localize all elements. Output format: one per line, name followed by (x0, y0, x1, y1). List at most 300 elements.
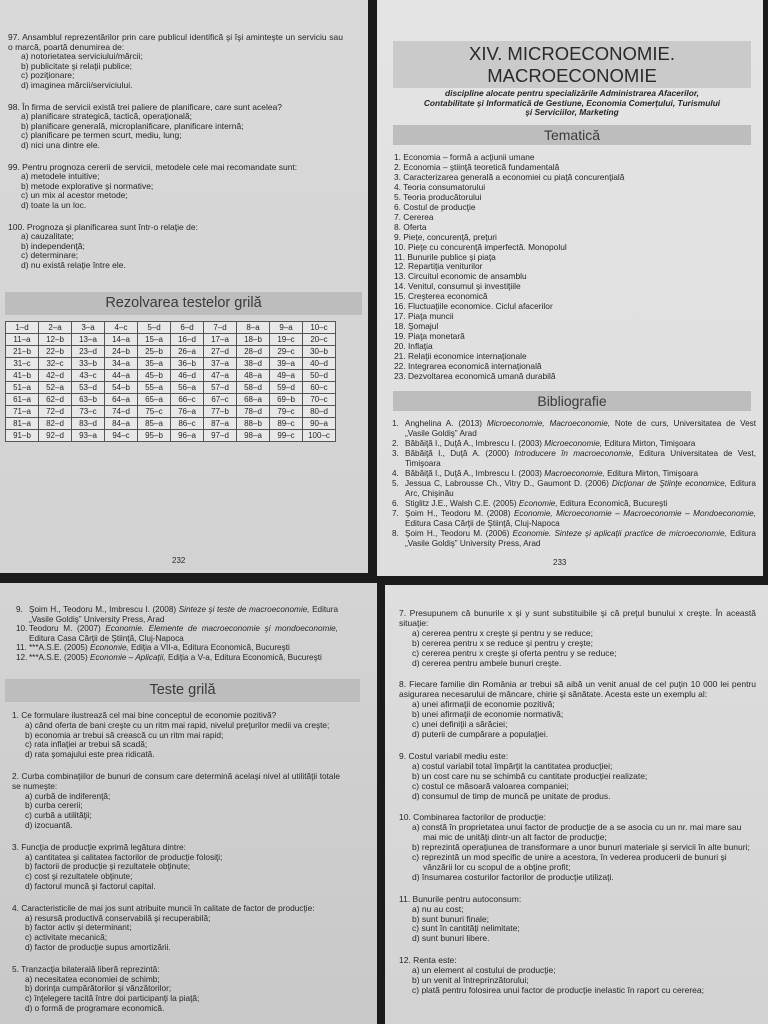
bibliography-heading: Bibliografie (393, 391, 751, 411)
bibliography-text (29, 643, 338, 653)
answer-cell: 21–b (6, 346, 39, 358)
answer-option: c) costul ce măsoară valoarea companiei; (412, 780, 569, 791)
answer-cell: 24–b (105, 346, 138, 358)
answer-cell: 90–a (303, 418, 336, 430)
topic-item: 5. Teoria producătorului (394, 191, 482, 202)
question-list (8, 33, 343, 282)
answer-cell: 20–c (303, 334, 336, 346)
answer-cell: 62–d (39, 394, 72, 406)
answer-cell: 64–a (105, 394, 138, 406)
answer-cell: 60–c (303, 382, 336, 394)
answer-cell: 37–a (204, 358, 237, 370)
answer-row (6, 382, 336, 394)
chapter-subtitle (393, 89, 751, 118)
answer-cell: 42–d (39, 370, 72, 382)
answer-row (6, 370, 336, 382)
answer-option: a) cererea pentru x creşte şi pentru y se reduce; (412, 627, 593, 638)
bibliography-number: 4. (392, 469, 399, 478)
answer-cell: 70–c (303, 394, 336, 406)
bibliography-text (405, 479, 756, 499)
answer-cell: 66–c (171, 394, 204, 406)
answer-option: c) planificare pe termen scurt, mediu, lung; (21, 130, 182, 141)
answer-cell: 13–a (72, 334, 105, 346)
answer-cell: 16–d (171, 334, 204, 346)
bibliography-number: 7. (392, 509, 399, 518)
bibliography-list (16, 605, 338, 663)
answer-option: d) izocuantă. (25, 819, 73, 830)
answer-option: c) cost şi rezultatele obţinute; (25, 871, 133, 882)
topic-item: 12. Repartiţia veniturilor (394, 261, 483, 272)
answer-option: b) curba cererii; (25, 800, 83, 811)
answer-cell: 12–b (39, 334, 72, 346)
question-block (399, 813, 756, 882)
answer-cell: 47–a (204, 370, 237, 382)
answer-cell: 4–c (105, 322, 138, 334)
answer-option: c) reprezintă un mod specific de unire a acestora, în vederea producerii de bunuri şi vânzării lor cu scopul de a obţine profit; (412, 852, 727, 872)
answer-option: d) toate la un loc. (21, 199, 87, 210)
chapter-title (393, 41, 751, 88)
question-text: 7. Presupunem că bunurile x şi y sunt substituibile şi că preţul bunului x creşte. În această situaţie: (399, 608, 756, 628)
bibliography-entry (16, 653, 338, 663)
answer-cell: 77–b (204, 406, 237, 418)
bibliography-publisher: Editura Mirton, Timişoara (604, 439, 696, 448)
answer-option: a) constă în proprietatea unui factor de producţie de a se asocia cu un nr. mai mare sau mai mic de unităţi dintr-un alt factor de producţie; (412, 822, 742, 843)
answer-option: b) cererea pentru x se reduce şi pentru y creşte; (412, 637, 593, 648)
answer-row (6, 346, 336, 358)
answer-option: a) unei afirmaţii de economie pozitivă; (412, 699, 555, 710)
answer-cell: 22–b (39, 346, 72, 358)
answer-row (6, 322, 336, 334)
answer-option: c) plată pentru folosirea unui factor de producţie inelastic în raport cu cererea; (412, 985, 704, 995)
bibliography-title: Dicţionar de Ştiinţe economice, (611, 479, 727, 488)
page-bottom-left (0, 583, 377, 1024)
answer-cell: 40–d (303, 358, 336, 370)
answer-option: d) nu există relaţie între ele. (21, 259, 126, 270)
bibliography-number: 11. (16, 643, 27, 653)
bibliography-text (405, 449, 756, 469)
answer-option: c) activitate mecanică; (25, 932, 108, 943)
topic-item: 7. Cererea (394, 211, 434, 222)
topic-item: 13. Circuitul economic de ansamblu (394, 271, 527, 282)
answer-option: a) cantitatea şi calitatea factorilor de producţie folosiţi; (25, 851, 223, 862)
answer-option: a) curbă de indiferenţă; (25, 790, 111, 801)
answer-cell: 73–c (72, 406, 105, 418)
answer-cell: 53–d (72, 382, 105, 394)
answer-option: d) puterii de cumpărare a populaţiei. (412, 728, 549, 739)
bibliography-number: 5. (392, 479, 399, 488)
bibliography-text (29, 605, 338, 624)
bibliography-author: ***A.S.E. (2005) (29, 652, 88, 662)
answer-row (6, 406, 336, 418)
bibliography-text (405, 419, 756, 439)
answer-option: d) nici una dintre ele. (21, 139, 100, 150)
answer-cell: 6–d (171, 322, 204, 334)
answer-option: c) determinare; (21, 250, 79, 261)
bibliography-title: Economie, (518, 499, 558, 508)
answer-cell: 94–c (105, 430, 138, 442)
answer-cell: 76–a (171, 406, 204, 418)
chapter-title-line: MACROECONOMIE (487, 65, 657, 86)
answer-cell: 9–a (270, 322, 303, 334)
bibliography-author: Anghelina A. (2013) (405, 419, 483, 428)
answer-option: a) cauzalitate; (21, 231, 74, 242)
bibliography-text (29, 653, 338, 663)
bibliography-author: Jessua C, Labrousse Ch., Vitry D., Gaumont D. (2006) (405, 479, 609, 488)
answer-option: b) reprezintă operaţiunea de transformare a unor bunuri materiale şi servicii în alte bunuri; (412, 842, 750, 853)
answer-cell: 46–d (171, 370, 204, 382)
answer-cell: 36–b (171, 358, 204, 370)
answer-cell: 14–a (105, 334, 138, 346)
bibliography-text (405, 469, 756, 479)
answer-cell: 17–a (204, 334, 237, 346)
answer-option: d) factor de producţie supus amortizării. (25, 941, 171, 952)
topic-item: 19. Piaţa monetară (394, 331, 465, 342)
bibliography-text (405, 529, 756, 549)
answer-cell: 49–a (270, 370, 303, 382)
answer-cell: 19–c (270, 334, 303, 346)
question-block (8, 163, 343, 211)
answer-option: c) cererea pentru x creşte şi oferta pentru y se reduce; (412, 647, 617, 658)
answer-cell: 29–c (270, 346, 303, 358)
question-block (399, 680, 756, 739)
question-block (12, 904, 340, 953)
question-block (12, 965, 340, 1014)
answer-cell: 55–a (138, 382, 171, 394)
answer-cell: 71–a (6, 406, 39, 418)
question-text: 97. Ansamblul reprezentărilor prin care publicul identifică şi îşi aminteşte un serviciu sau o marcă, poartă denumirea de: (8, 32, 343, 52)
chapter-subtitle-line: şi Serviciilor, Marketing (525, 107, 619, 118)
page-232 (0, 0, 368, 573)
question-block (399, 956, 756, 996)
answer-row (6, 394, 336, 406)
answer-cell: 39–a (270, 358, 303, 370)
answer-cell: 52–a (39, 382, 72, 394)
bibliography-author: Stiglitz J.E., Walsh C.E. (2005) (405, 499, 517, 508)
answer-cell: 8–a (237, 322, 270, 334)
bibliography-number: 1. (392, 419, 399, 428)
question-text: 5. Tranzacţia bilaterală liberă reprezintă: (12, 963, 160, 974)
answer-row (6, 334, 336, 346)
question-list (399, 609, 756, 1008)
bibliography-entry (392, 509, 756, 529)
answer-option: b) economia ar trebui să crească cu un ritm mai rapid; (25, 729, 224, 740)
topic-item: 15. Creşterea economică (394, 291, 488, 302)
answer-cell: 58–d (237, 382, 270, 394)
answer-cell: 48–a (237, 370, 270, 382)
question-text: 1. Ce formulare ilustrează cel mai bine conceptul de economie pozitivă? (12, 710, 277, 720)
answer-cell: 93–a (72, 430, 105, 442)
topic-item: 17. Piaţa muncii (394, 311, 454, 322)
question-block (399, 752, 756, 802)
answer-cell: 63–b (72, 394, 105, 406)
answer-cell: 96–a (171, 430, 204, 442)
answer-option: d) consumul de timp de muncă pe unitate de produs. (412, 790, 611, 801)
page-number: 233 (553, 558, 567, 567)
bibliography-list (392, 419, 756, 549)
tests-heading: Teste grilă (5, 679, 360, 702)
answer-option: d) o formă de programare economică. (25, 1002, 165, 1013)
answer-cell: 61–a (6, 394, 39, 406)
answer-option: b) factor activ şi determinant; (25, 922, 132, 933)
topic-item: 22. Integrarea economică internaţională (394, 361, 542, 372)
question-text: 8. Fiecare familie din România ar trebui să aibă un venit anual de cel puţin 10 000 lei pentru asigurarea necesarului de mâncare, chirie şi sănătate. Acesta este un exemplu al: (399, 679, 756, 700)
bibliography-publisher: Ediţia a VII-a, Editura Economică, Bucureşti (130, 643, 290, 653)
bibliography-author: Şoim H., Teodoru M., Imbrescu I. (2008) (29, 605, 177, 614)
answer-cell: 2–a (39, 322, 72, 334)
answer-cell: 75–c (138, 406, 171, 418)
answer-cell: 35–a (138, 358, 171, 370)
answer-cell: 1–d (6, 322, 39, 334)
topic-item: 9. Pieţe, concurenţă, preţuri (394, 231, 497, 242)
bibliography-title: Microeconomie, Macroeconomie, (486, 419, 611, 428)
answer-key (5, 321, 336, 442)
question-list (12, 711, 340, 1024)
answer-cell: 82–d (39, 418, 72, 430)
answer-cell: 23–d (72, 346, 105, 358)
topic-item: 20. Inflaţia (394, 341, 433, 352)
answer-cell: 65–a (138, 394, 171, 406)
answer-cell: 99–c (270, 430, 303, 442)
topic-item: 14. Venitul, consumul şi investiţiile (394, 281, 521, 292)
answer-cell: 44–a (105, 370, 138, 382)
answer-cell: 86–c (171, 418, 204, 430)
bibliography-number: 8. (392, 529, 399, 538)
answer-cell: 27–d (204, 346, 237, 358)
answer-option: d) sunt bunuri libere. (412, 933, 490, 944)
answer-cell: 100–c (303, 430, 336, 442)
topic-item: 4. Teoria consumatorului (394, 181, 486, 192)
question-text: 98. În firma de servicii există trei paliere de planificare, care sunt acelea? (8, 101, 283, 112)
question-text: 12. Renta este: (399, 955, 457, 966)
question-text: 3. Funcţia de producţie exprimă legătura dintre: (12, 841, 186, 852)
bibliography-publisher: Editura Casa Cărţii de Ştiinţă, Cluj-Napoca (405, 519, 560, 528)
bibliography-title: Macroeconomie, (544, 469, 605, 478)
topic-item: 16. Fluctuaţiile economice. Ciclul afacerilor (394, 301, 553, 312)
answer-option: c) curbă a utilităţii; (25, 810, 92, 821)
answer-cell: 57–d (204, 382, 237, 394)
bibliography-title: Economie. Sinteze şi aplicaţii practice de microeconomie, (512, 529, 727, 538)
answer-cell: 10–c (303, 322, 336, 334)
answer-cell: 38–d (237, 358, 270, 370)
question-block (399, 609, 756, 668)
answer-cell: 97–d (204, 430, 237, 442)
answer-cell: 56–a (171, 382, 204, 394)
bibliography-entry (16, 605, 338, 624)
bibliography-text (29, 624, 338, 643)
bibliography-publisher: Editura „Vasile Goldiş” University Press, Arad (29, 605, 339, 624)
answer-cell: 32–c (39, 358, 72, 370)
answer-option: d) însumarea costurilor factorilor de producţie utilizaţi. (412, 871, 614, 882)
answer-cell: 80–d (303, 406, 336, 418)
answer-option: a) resursă productivă conservabilă şi recuperabilă; (25, 912, 211, 923)
answer-option: a) planificare strategică, tactică, operaţională; (21, 111, 193, 122)
bibliography-number: 10. (16, 624, 28, 634)
bibliography-publisher: Editura „Vasile Goldiş” University Press, Arad (405, 529, 756, 548)
answer-option: a) metodele intuitive; (21, 171, 100, 182)
question-text: 99. Pentru prognoza cererii de servicii, metodele cele mai recomandate sunt: (8, 161, 298, 172)
answer-option: d) factorul muncă şi factorul capital. (25, 880, 156, 891)
answer-cell: 87–a (204, 418, 237, 430)
answer-cell: 59–d (270, 382, 303, 394)
bibliography-entry (392, 449, 756, 469)
bibliography-text (405, 499, 756, 509)
answer-row (6, 418, 336, 430)
answer-option: c) poziţionare; (21, 70, 75, 81)
answer-cell: 7–d (204, 322, 237, 334)
answer-cell: 43–c (72, 370, 105, 382)
bibliography-entry (392, 469, 756, 479)
bibliography-author: Şoim H., Teodoru M. (2006) (405, 529, 510, 538)
question-text: 10. Combinarea factorilor de producţie: (399, 812, 546, 823)
topics-heading: Tematică (393, 125, 751, 145)
answer-option: a) notorietatea serviciului/mărcii; (21, 51, 143, 62)
answer-cell: 34–a (105, 358, 138, 370)
bibliography-author: Băbăiţă I., Duţă A., Imbrescu I. (2003) (405, 439, 542, 448)
answer-cell: 98–a (237, 430, 270, 442)
question-block (399, 895, 756, 945)
bibliography-title: Microeconomie, (544, 439, 603, 448)
answer-cell: 84–a (105, 418, 138, 430)
bibliography-entry (392, 439, 756, 449)
bibliography-publisher: Editura Arc, Chişinău (405, 479, 756, 498)
bibliography-title: Economie – Aplicaţii, (90, 652, 166, 662)
bibliography-author: Băbăiţă I., Duţă A. (2000) (405, 449, 510, 458)
answer-option: b) factorii de producţie şi rezultatele obţinute; (25, 861, 191, 872)
answer-cell: 5–d (138, 322, 171, 334)
answer-option: b) independenţă; (21, 240, 85, 251)
answer-cell: 18–b (237, 334, 270, 346)
bibliography-number: 2. (392, 439, 399, 448)
answer-cell: 88–b (237, 418, 270, 430)
bibliography-title: Economie. Elemente de macroeconomie şi mondoeconomie, (105, 624, 338, 634)
bibliography-number: 3. (392, 449, 399, 458)
topic-item: 18. Şomajul (394, 321, 439, 332)
answer-cell: 3–a (72, 322, 105, 334)
answer-cell: 67–c (204, 394, 237, 406)
answer-cell: 28–d (237, 346, 270, 358)
page-number: 232 (172, 556, 186, 565)
bibliography-number: 12. (16, 652, 28, 662)
answer-cell: 91–b (6, 430, 39, 442)
answer-option: d) cererea pentru ambele bunuri creşte. (412, 657, 562, 668)
bibliography-title: Introducere în macroeconomie, (514, 449, 634, 458)
bibliography-publisher: Note de curs, Universitatea de Vest „Vasile Goldiş” Arad (405, 419, 757, 438)
answer-cell: 85–a (138, 418, 171, 430)
answer-option: b) planificare generală, microplanificare, planificare internă; (21, 120, 244, 131)
bibliography-entry (392, 529, 756, 549)
answer-option: b) metode explorative şi normative; (21, 180, 154, 191)
bibliography-number: 6. (392, 499, 399, 508)
bibliography-title: Economie, Microeconomie – Macroeconomie – Mondoeconomie, (513, 509, 756, 518)
question-block (12, 843, 340, 892)
answer-option: b) unei afirmaţii de economie normativă; (412, 709, 564, 720)
bibliography-publisher: Editura Economică, Bucureşti (559, 499, 668, 508)
question-text: 11. Bunurile pentru autoconsum: (399, 893, 522, 904)
bibliography-publisher: Editura Casa Cărţii de Ştiinţă, Cluj-Napoca (29, 633, 184, 643)
question-block (12, 772, 340, 831)
topic-item: 8. Oferta (394, 221, 427, 232)
answer-row (6, 358, 336, 370)
answer-cell: 51–a (6, 382, 39, 394)
bibliography-publisher: Ediţia a V-a, Editura Economică, Bucureşti (167, 652, 322, 662)
answer-cell: 41–b (6, 370, 39, 382)
answer-cell: 33–b (72, 358, 105, 370)
question-block (8, 103, 343, 151)
answer-cell: 74–d (105, 406, 138, 418)
chapter-subtitle-line: Contabilitate şi Informatică de Gestiune, Economia Comerţului, Turismului (423, 97, 721, 108)
answer-option: c) sunt în cantităţi nelimitate; (412, 923, 520, 934)
answer-cell: 25–b (138, 346, 171, 358)
bibliography-entry (392, 499, 756, 509)
answer-cell: 54–b (105, 382, 138, 394)
answer-cell: 11–a (6, 334, 39, 346)
answer-cell: 15–a (138, 334, 171, 346)
question-text: 4. Caracteristicile de mai jos sunt atribuite muncii în calitate de factor de producţie: (12, 902, 315, 913)
chapter-title-line: XIV. MICROECONOMIE. (469, 43, 675, 64)
answer-cell: 81–a (6, 418, 39, 430)
answer-cell: 68–a (237, 394, 270, 406)
answer-cell: 78–d (237, 406, 270, 418)
question-text: 2. Curba combinaţiilor de bunuri de consum care determină acelaşi nivel al utilităţii totale se numeşte: (12, 770, 340, 791)
answer-cell: 89–c (270, 418, 303, 430)
answer-option: b) un cost care nu se schimbă cu cantitate producţiei realizate; (412, 770, 648, 781)
answer-option: a) un element al costului de producţie; (412, 965, 556, 976)
bibliography-entry (16, 624, 338, 643)
bibliography-title: Sinteze şi teste de macroeconomie, (178, 605, 310, 614)
bibliography-publisher: Editura Universitatea de Vest, Timişoara (405, 449, 756, 468)
answer-cell: 31–c (6, 358, 39, 370)
bibliography-number: 9. (16, 605, 23, 614)
bibliography-author: ***A.S.E. (2005) (29, 643, 88, 653)
topic-item: 10. Pieţe cu concurenţă imperfectă. Monopolul (394, 241, 567, 252)
bibliography-author: Băbăiţă I., Duţă A., Imbrescu I. (2003) (405, 469, 542, 478)
topic-item: 2. Economia – ştiinţă teoretică fundamentală (394, 161, 560, 172)
answer-cell: 45–b (138, 370, 171, 382)
answer-cell: 92–d (39, 430, 72, 442)
question-text: 100. Prognoza şi planificarea sunt într-o relaţie de: (8, 221, 198, 232)
answer-key-table (5, 321, 336, 442)
question-block (8, 223, 343, 271)
answer-cell: 72–d (39, 406, 72, 418)
answer-option: c) unei definiţii a sărăciei; (412, 719, 508, 730)
answer-row (6, 430, 336, 442)
answer-option: c) rata inflaţiei ar trebui să scadă; (25, 739, 148, 750)
answer-option: d) rata şomajului este prea ridicată. (25, 749, 155, 760)
chapter-subtitle-line: discipline alocate pentru specializările Administrarea Afacerilor, (445, 88, 699, 98)
page-bottom-right (385, 585, 768, 1024)
bibliography-text (405, 439, 756, 449)
bibliography-publisher: Editura Mirton, Timişoara (607, 469, 699, 478)
answer-option: a) necesitatea economiei de schimb; (25, 973, 160, 984)
answer-option: b) dorinţa cumpărătorilor şi vânzătorilor; (25, 983, 172, 994)
topic-item: 21. Relaţii economice internaţionale (394, 351, 527, 362)
answers-heading: Rezolvarea testelor grilă (5, 292, 362, 315)
answer-option: a) costul variabil total împărţit la cantitatea producţiei; (412, 760, 613, 771)
answer-cell: 79–c (270, 406, 303, 418)
question-block (12, 711, 340, 760)
bibliography-entry (16, 643, 338, 653)
answer-cell: 69–b (270, 394, 303, 406)
answer-cell: 95–b (138, 430, 171, 442)
answer-option: b) publicitate şi relaţii publice; (21, 60, 133, 71)
bibliography-entry (392, 479, 756, 499)
answer-option: c) înţelegere tacită între doi participanţi la piaţă; (25, 993, 200, 1004)
question-block (8, 33, 343, 91)
answer-option: b) sunt bunuri finale; (412, 913, 490, 924)
answer-cell: 50–d (303, 370, 336, 382)
answer-cell: 30–b (303, 346, 336, 358)
bibliography-author: Şoim H., Teodoru M. (2008) (405, 509, 511, 518)
